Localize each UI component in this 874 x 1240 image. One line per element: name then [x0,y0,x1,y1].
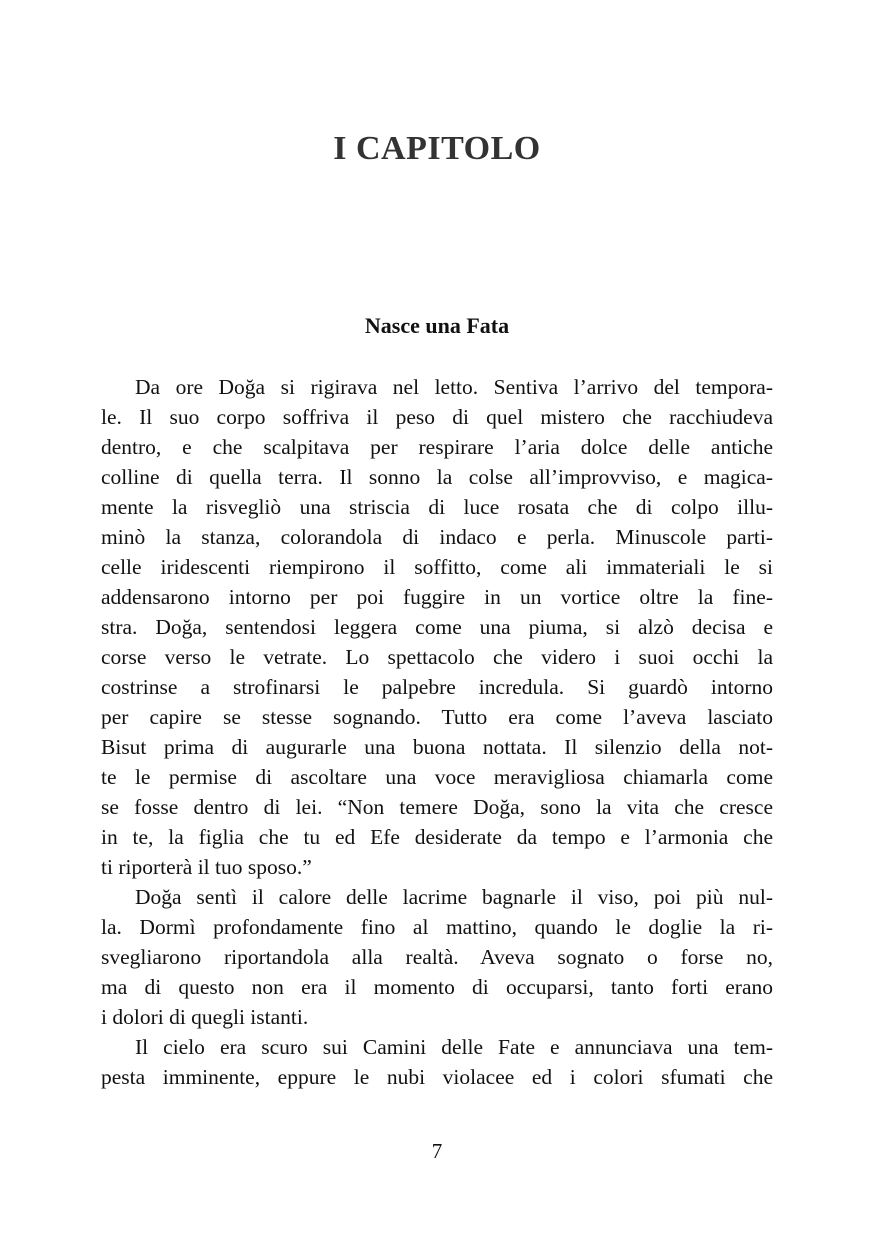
text-line: dentro, e che scalpitava per respirare l’aria dolce delle antiche [101,435,773,459]
body-text [101,372,773,1092]
text-line: le. Il suo corpo soffriva il peso di quel mistero che racchiudeva [101,405,773,429]
text-line: Il cielo era scuro sui Camini delle Fate e annunciava una tem- [135,1035,773,1059]
page-number: 7 [431,1139,443,1163]
text-line: i dolori di quegli istanti. [101,1005,309,1029]
text-line: pesta imminente, eppure le nubi violacee ed i colori sfumati che [101,1065,773,1089]
section-title: Nasce una Fata [364,313,510,338]
text-line: celle iridescenti riempirono il soffitto, come ali immateriali le si [101,555,773,579]
text-line: corse verso le vetrate. Lo spettacolo che videro i suoi occhi la [101,645,773,669]
text-line: in te, la figlia che tu ed Efe desiderate da tempo e l’armonia che [101,825,773,849]
text-line: mente la risvegliò una striscia di luce rosata che di colpo illu- [101,495,773,519]
text-line: te le permise di ascoltare una voce meravigliosa chiamarla come [101,765,773,789]
text-line: stra. Doğa, sentendosi leggera come una piuma, si alzò decisa e [101,615,773,639]
paragraph [101,1032,773,1092]
text-line: minò la stanza, colorandola di indaco e perla. Minuscole parti- [101,525,773,549]
text-line: la. Dormì profondamente fino al mattino, quando le doglie la ri- [101,915,773,939]
text-line: per capire se stesse sognando. Tutto era come l’aveva lasciato [101,705,773,729]
text-line: svegliarono riportandola alla realtà. Aveva sognato o forse no, [101,945,773,969]
chapter-title: I CAPITOLO [333,130,541,167]
text-line: Doğa sentì il calore delle lacrime bagnarle il viso, poi più nul- [135,885,773,909]
text-line: colline di quella terra. Il sonno la colse all’improvviso, e magica- [101,465,773,489]
paragraph [101,372,773,882]
text-line: ma di questo non era il momento di occuparsi, tanto forti erano [101,975,773,999]
text-line: se fosse dentro di lei. “Non temere Doğa, sono la vita che cresce [101,795,773,819]
text-line: ti riporterà il tuo sposo.” [101,855,312,879]
text-line: costrinse a strofinarsi le palpebre incredula. Si guardò intorno [101,675,773,699]
text-line: Bisut prima di augurarle una buona nottata. Il silenzio della not- [101,735,773,759]
paragraph [101,882,773,1032]
text-line: addensarono intorno per poi fuggire in un vortice oltre la fine- [101,585,773,609]
text-line: Da ore Doğa si rigirava nel letto. Sentiva l’arrivo del tempora- [135,375,773,399]
